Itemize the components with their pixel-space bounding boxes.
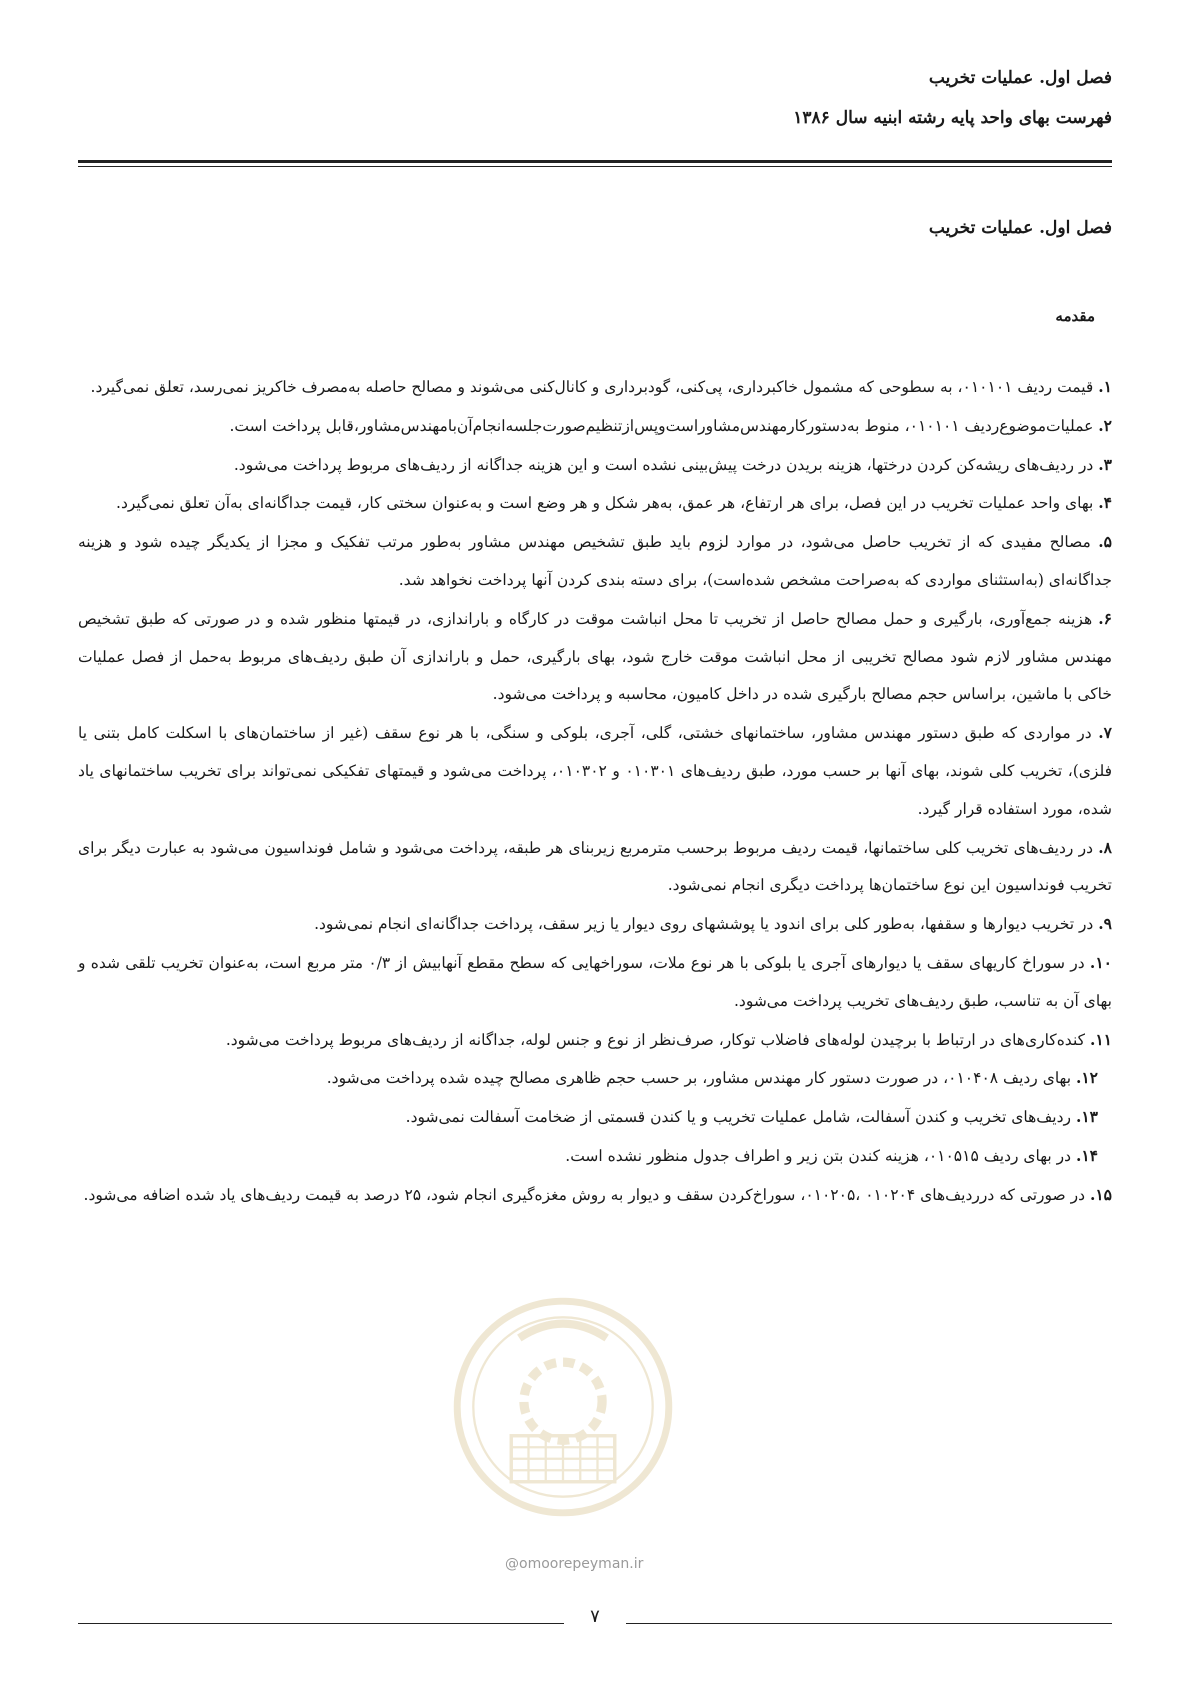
watermark-url-text: omoorepeyman.ir <box>519 1556 644 1572</box>
paragraph-12 <box>78 1059 1112 1098</box>
paragraph-number: ۲. <box>1098 415 1112 435</box>
paragraph-number: ۱۴. <box>1075 1145 1098 1165</box>
paragraph-7 <box>78 714 1112 828</box>
header-chapter-title: فصل اول. عملیات تخریب <box>928 68 1112 88</box>
paragraph-text: در تخریب دیوارها و سقفها، به‌طور کلی برای اندود یا پوششهای روی دیوار یا زیر سقف، پرداخت جداگانه‌ای انجام نمی‌شود. <box>314 915 1099 934</box>
paragraph-5 <box>78 523 1112 600</box>
paragraph-text: بهای واحد عملیات تخریب در این فصل، برای هر ارتفاع، هر عمق، به‌هر شکل و هر وضع است و به‌عنوان سختی کار، قیمت جداگانه‌ای به‌آن تعلق نمی‌گیرد. <box>116 494 1099 513</box>
paragraph-15 <box>78 1176 1112 1215</box>
paragraph-text: مصالح مفیدی که از تخریب حاصل می‌شود، در موارد لزوم باید طبق تشخیص مهندس مشاور به‌طور مرتب تفکیک و مجزا از یکدیگر چیده شود و هزینه جداگانه‌ای (به‌استثنای مواردی که به‌صراحت مشخص شده‌است)، برای دسته بندی کردن آنها پرداخت نخواهد شد. <box>78 533 1112 589</box>
paragraph-text: عملیات‌موضوع‌ردیف ۰۱۰۱۰۱، منوط به‌دستورکارمهندس‌مشاوراست‌وپس‌ازتنظیم‌صورت‌جلسه‌انجام‌آن‌بامهندس‌مشاور،قابل پرداخت است. <box>229 416 1099 435</box>
paragraph-text: در صورتی که درردیف‌های ۰۱۰۲۰۴ ،۰۱۰۲۰۵، سوراخ‌کردن سقف و دیوار به روش مغزه‌گیری انجام شود، ۲۵ درصد به قیمت ردیف‌های یاد شده اضافه می‌شود. <box>83 1185 1090 1204</box>
paragraph-3 <box>78 446 1112 485</box>
header-price-list-title: فهرست بهای واحد پایه رشته ابنیه سال ۱۳۸۶ <box>793 108 1112 128</box>
paragraph-text: ردیف‌های تخریب و کندن آسفالت، شامل عملیات تخریب و یا کندن قسمتی از ضخامت آسفالت نمی‌شود. <box>405 1108 1076 1127</box>
paragraph-2 <box>78 407 1112 446</box>
paragraph-number: ۳. <box>1098 454 1112 474</box>
paragraph-10 <box>78 944 1112 1021</box>
paragraph-text: در بهای ردیف ۰۱۰۵۱۵، هزینه کندن بتن زیر و اطراف جدول منظور نشده است. <box>565 1146 1076 1165</box>
paragraph-number: ۹. <box>1098 914 1112 934</box>
paragraph-13 <box>78 1098 1112 1137</box>
section-title: فصل اول. عملیات تخریب <box>928 218 1112 238</box>
paragraph-text: کنده‌کاری‌های در ارتباط با برچیدن لوله‌های فاضلاب توکار، صرف‌نظر از نوع و جنس لوله، جداگانه از ردیف‌های مربوط پرداخت می‌شود. <box>225 1030 1090 1049</box>
header-divider-thick <box>78 160 1112 163</box>
paragraph-9 <box>78 905 1112 944</box>
paragraph-text: در ردیف‌های تخریب کلی ساختمانها، قیمت ردیف مربوط برحسب مترمربع زیربنای هر طبقه، پرداخت می‌شود و شامل فونداسیون می‌شود به عبارت دیگر برای تخریب فونداسیون این نوع ساختمان‌ها پرداخت دیگری انجام نمی‌شود. <box>78 838 1112 895</box>
paragraph-4 <box>78 484 1112 523</box>
paragraph-number: ۱۳. <box>1075 1107 1098 1127</box>
watermark-url <box>505 1556 643 1572</box>
paragraph-number: ۱۱. <box>1089 1029 1112 1049</box>
introduction-heading: مقدمه <box>1055 307 1095 325</box>
paragraph-text: بهای ردیف ۰۱۰۴۰۸، در صورت دستور کار مهندس مشاور، بر حسب حجم ظاهری مصالح چیده شده پرداخت می‌شود. <box>326 1069 1076 1088</box>
paragraph-11 <box>78 1021 1112 1060</box>
paragraph-1 <box>78 368 1112 407</box>
footer-divider-left <box>78 1623 564 1624</box>
paragraph-text: در ردیف‌های ریشه‌کن کردن درختها، هزینه بریدن درخت پیش‌بینی نشده است و این هزینه جداگانه از ردیف‌های مربوط پرداخت می‌شود. <box>233 455 1099 474</box>
paragraph-number: ۴. <box>1098 493 1112 513</box>
paragraph-text: هزینه جمع‌آوری، بارگیری و حمل مصالح حاصل از تخریب تا محل انباشت موقت در کارگاه و باراندازی، در قیمتها منظور شده و در صورتی که طبق تشخیص مهندس مشاور لازم شود مصالح تخریبی از محل انباشت موقت خارج شود، بهای بارگیری، حمل و باراندازی آن طبق ردیف‌های مربوط به‌حمل از فصل عملیات خاکی با ماشین، براساس حجم مصالح بارگیری شده در داخل کامیون، محاسبه و پرداخت می‌شود. <box>78 609 1112 704</box>
paragraph-number: ۱۵. <box>1089 1184 1112 1204</box>
paragraph-text: در مواردی که طبق دستور مهندس مشاور، ساختمانهای خشتی، گلی، آجری، بلوکی و سنگی، با هر نوع سقف (غیر از ساختمان‌های با اسکلت کامل بتنی یا فلزی)، تخریب کلی شوند، بهای آنها بر حسب مورد، طبق ردیف‌های ۰۱۰۳۰۱ و ۰۱۰۳۰۲، پرداخت می‌شود و قیمتهای تفکیکی نمی‌تواند برای تخریب ساختمانهای یاد شده، مورد استفاده قرار گیرد. <box>78 724 1113 818</box>
footer-divider-right <box>626 1623 1112 1624</box>
paragraph-number: ۱. <box>1098 377 1112 396</box>
watermark-seal-icon <box>448 1292 678 1522</box>
paragraph-6 <box>78 600 1112 714</box>
paragraph-number: ۱۰. <box>1089 952 1112 972</box>
paragraph-number: ۱۲. <box>1075 1068 1098 1088</box>
paragraph-number: ۷. <box>1098 723 1112 743</box>
page-number: ۷ <box>590 1606 600 1627</box>
paragraph-text: قیمت ردیف ۰۱۰۱۰۱، به سطوحی که مشمول خاکبرداری، پی‌کنی، گودبرداری و کانال‌کنی می‌شوند و مصالح حاصله به‌مصرف خاکریز نمی‌رسد، تعلق نمی‌گیرد. <box>90 378 1099 396</box>
header-divider-thin <box>78 166 1112 167</box>
page-header <box>78 58 1112 138</box>
paragraph-text: در سوراخ کاریهای سقف یا دیوارهای آجری یا بلوکی با هر نوع ملات، سوراخهایی که سطح مقطع آنهابیش از ۰/۳ متر مربع است، به‌عنوان تخریب تلقی شده و بهای آن به تناسب، طبق ردیف‌های تخریب پرداخت می‌شود. <box>78 953 1112 1010</box>
paragraph-8 <box>78 829 1112 906</box>
at-sign-icon: @ <box>505 1556 519 1572</box>
introduction-body <box>78 368 1112 1215</box>
paragraph-number: ۸. <box>1098 837 1112 857</box>
paragraph-number: ۵. <box>1098 532 1112 552</box>
paragraph-14 <box>78 1137 1112 1176</box>
paragraph-number: ۶. <box>1098 608 1112 628</box>
